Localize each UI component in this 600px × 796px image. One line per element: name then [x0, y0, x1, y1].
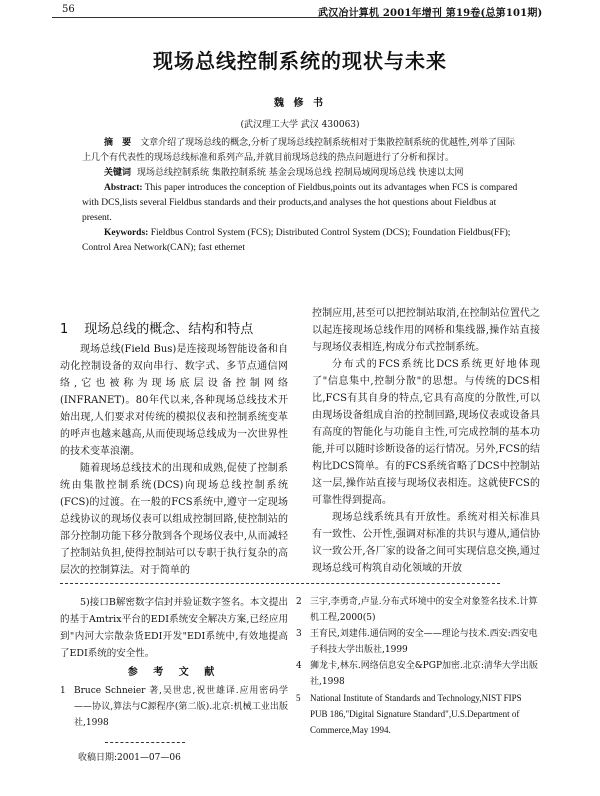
author-affiliation: (武汉理工大学 武汉 430063) [240, 120, 360, 130]
reference-item [296, 690, 540, 738]
keywords-en-text: Fieldbus Control System (FCS); Distributed Control System (DCS); Foundation Fieldbus(FF); Control Area Network(CAN); fast ethernet [82, 228, 511, 253]
article-author: 魏 修 书 [274, 98, 326, 109]
abstract-text: 文章介绍了现场总线的概念,分析了现场总线控制系统相对于集散控制系统的优越性,列举了国际上几个有代表性的现场总线标准和系列产品,并就目前现场总线的热点问题进行了分析和探讨。 [82, 138, 515, 163]
journal-header: 武汉冶计算机 2001年增刊 第19卷(总第101期) [318, 8, 543, 19]
keywords-label: 关键词 [104, 168, 132, 178]
paragraph: 5)接口B解密数字信封并验证数字签名。本文提出的基于Amtrix平台的EDI系统安全解决方案,已经应用到"内河大宗散杂货EDI开发"EDI系统中,有效地提高了EDI系统的安全性。 [60, 597, 288, 659]
article-divider [60, 583, 500, 584]
reference-text: 狮龙卡,林东.网络信息安全&PGP加密.北京:清华大学出版社,1998 [310, 661, 538, 687]
paragraph: 分布式的FCS系统比DCS系统更好地体现了"信息集中,控制分散"的思想。与传统的DCS相比,FCS有其自身的特点,它具有高度的分散性,可以由现场设备组成自治的控制回路,现场仪表或设备具有高度的智能化与功能自主性,可完成控制的基本功能,并可以随时诊断设备的运行情况。另外,FCS的结构比DCS简单。有的FCS系统省略了DCS中控制站这一层,操作站直接与现场仪表相连。这就使FCS的可靠性得到提高。 [312, 359, 540, 506]
previous-article-right [296, 594, 540, 738]
reference-number: 2 [296, 597, 302, 607]
paragraph: 随着现场总线技术的出现和成熟,促使了控制系统由集散控制系统(DCS)向现场总线控制系统(FCS)的过渡。在一般的FCS系统中,遵守一定现场总线协议的现场仪表可以组成控制回路,使控制站的部分控制功能下移分散到各个现场仪表中,从而减轻了控制站负担,使得控制站可以专职于执行复杂的高层次的控制算法。对于简单的 [60, 463, 288, 576]
abstract-label: 摘 要 [104, 138, 135, 148]
page-number: 56 [62, 4, 75, 15]
reference-number: 4 [296, 661, 302, 671]
paragraph: 现场总线(Field Bus)是连接现场智能设备和自动化控制设备的双向串行、数字式、多节点通信网络,它也被称为现场底层设备控制网络(INFRANET)。80年代以来,各种现场总线技术开始出现,人们要求对传统的模拟仪表和控制系统变革的呼声也越来越高,从而使现场总线成为一次世界性的技术变革浪潮。 [60, 344, 288, 457]
right-column [312, 305, 540, 577]
abstract-en [82, 181, 522, 226]
abstract-en-text: This paper introduces the conception of Fieldbus,points out its advantages when FCS is compared with DCS,lists several Fieldbus standards and their products,and analyses the hot questions about Fieldbus at present. [82, 183, 518, 223]
keywords-text: 现场总线控制系统 集散控制系统 基金会现场总线 控制局域网现场总线 快速以太网 [137, 168, 464, 178]
previous-article-left [60, 594, 288, 731]
reference-item [296, 594, 540, 626]
reference-number: 5 [296, 693, 301, 703]
reference-text: National Institute of Standards and Technology,NIST FIPS PUB 186,"Digital Signature Standard",U.S.Department of Commerce,May 1994. [310, 693, 522, 735]
left-column [60, 341, 288, 579]
keywords-en-label: Keywords: [104, 228, 149, 238]
paragraph: 现场总线系统具有开放性。系统对相关标准具有一致性、公开性,强调对标准的共识与遵从,通信协议一致公开,各厂家的设备之间可实现信息交换,通过现场总线可构筑自动化领域的开放 [312, 512, 540, 574]
abstract-block [82, 136, 522, 256]
section-number: 1 [60, 322, 69, 337]
reference-text: 三宇,李勇奇,卢显.分布式环境中的安全对象签名技术.计算机工程,2000(5) [310, 597, 538, 623]
reference-item [296, 626, 540, 658]
received-date: 收稿日期:2001—07—06 [78, 753, 181, 763]
reference-number: 1 [60, 686, 66, 696]
reference-text: 王育民,刘建伟.通信网的安全——理论与技术.西安:西安电子科技大学出版社,1999 [310, 629, 538, 655]
section-heading [60, 318, 253, 337]
reference-item [296, 658, 540, 690]
reference-number: 3 [296, 629, 302, 639]
keywords-en [82, 226, 522, 256]
paragraph: 控制应用,甚至可以把控制站取消,在控制站位置代之以起连接现场总线作用的网桥和集线器,操作站直接与现场仪表相连,构成分布式控制系统。 [312, 308, 540, 353]
header-rule [52, 17, 500, 18]
section-title: 现场总线的概念、结构和特点 [84, 322, 254, 337]
reference-text: Bruce Schneier 著,吴世忠,祝世雄译.应用密码学——协议,算法与C源程序(第二版).北京:机械工业出版社,1998 [74, 686, 288, 728]
abstract-en-label: Abstract: [104, 183, 143, 193]
article-title: 现场总线控制系统的现状与未来 [153, 49, 447, 73]
references-title: 参 考 文 献 [127, 667, 221, 678]
abstract-zh [82, 136, 522, 166]
keywords-zh [82, 166, 522, 181]
footnote-rule [105, 742, 185, 743]
reference-item [60, 683, 288, 731]
